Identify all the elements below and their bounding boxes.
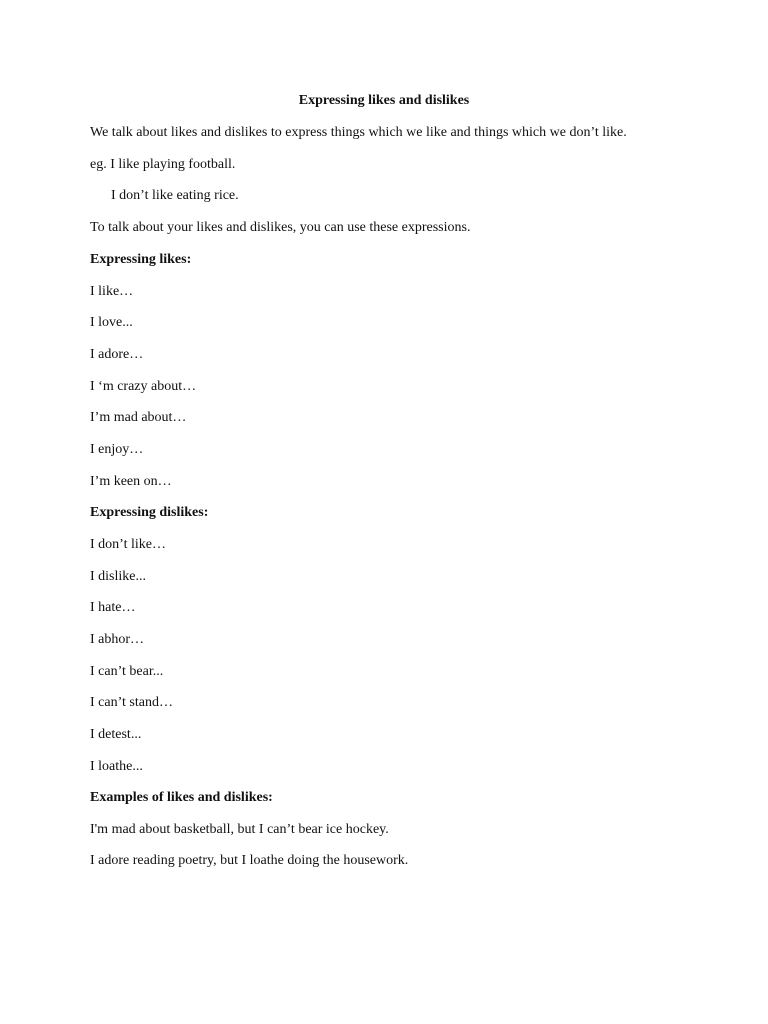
dislikes-item: I hate… [90, 600, 136, 615]
document-title: Expressing likes and dislikes [298, 93, 470, 108]
examples-heading: Examples of likes and dislikes: [90, 790, 273, 805]
likes-item: I like… [90, 284, 134, 299]
dislikes-item: I can’t stand… [90, 695, 173, 710]
dislikes-item: I can’t bear... [90, 664, 164, 679]
example-sentence: I'm mad about basketball, but I can’t bear ice hockey. [90, 822, 389, 837]
example-sentence: I adore reading poetry, but I loathe doing the housework. [90, 853, 409, 868]
likes-item: I’m mad about… [90, 410, 187, 425]
likes-item: I ‘m crazy about… [90, 379, 197, 394]
dislikes-item: I dislike... [90, 569, 146, 584]
example-line: I don’t like eating rice. [111, 188, 239, 203]
dislikes-item: I detest... [90, 727, 142, 742]
example-line: eg. I like playing football. [90, 157, 236, 172]
likes-item: I’m keen on… [90, 474, 172, 489]
lead-in-paragraph: To talk about your likes and dislikes, you can use these expressions. [90, 220, 471, 235]
likes-item: I love... [90, 315, 133, 330]
likes-heading: Expressing likes: [90, 252, 192, 267]
likes-item: I adore… [90, 347, 144, 362]
dislikes-heading: Expressing dislikes: [90, 505, 209, 520]
likes-item: I enjoy… [90, 442, 144, 457]
intro-paragraph: We talk about likes and dislikes to express things which we like and things which we don’t like. [90, 125, 627, 140]
dislikes-item: I loathe... [90, 759, 143, 774]
dislikes-item: I abhor… [90, 632, 145, 647]
dislikes-item: I don’t like… [90, 537, 166, 552]
